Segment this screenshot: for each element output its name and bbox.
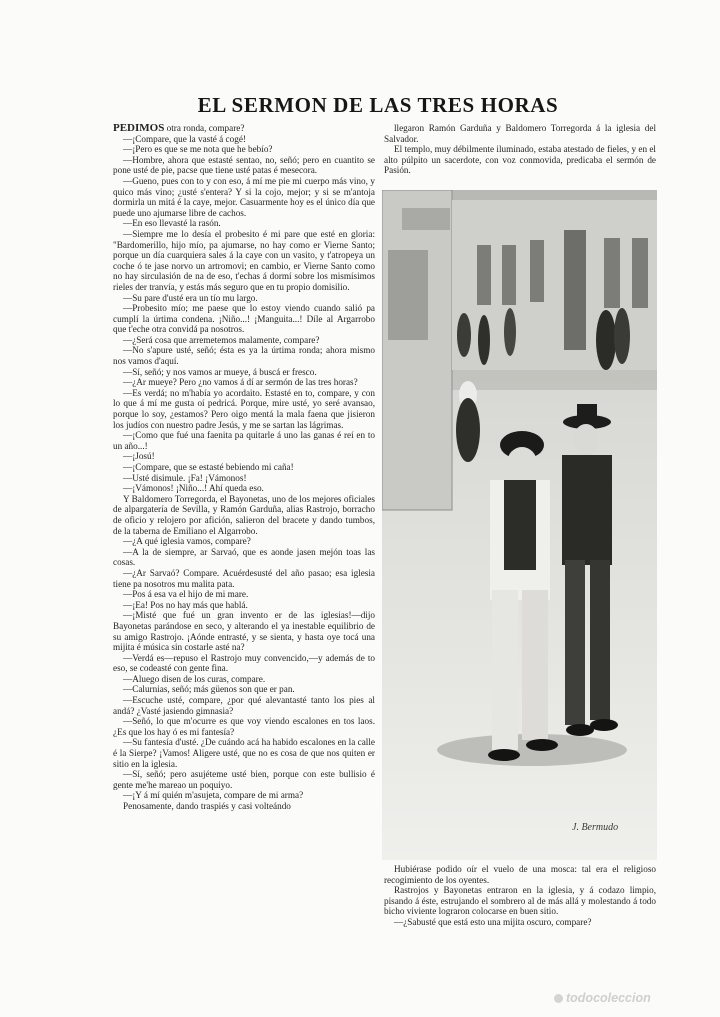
paragraph: Y Baldomero Torregorda, el Bayonetas, uno de los mejores oficiales de alpargatería de Sevilla, y Ramón Garduña, alias Rastrojo, borracho de oficio y relojero por afición, salieron del bracete y dando tumbos, de la taberna de Emiliano el Algarrobo. <box>113 493 375 536</box>
dropcap: PEDIMOS <box>113 123 165 134</box>
engraving-illustration <box>382 190 657 860</box>
paragraph: —¿Ar mueye? Pero ¿no vamos á dí ar sermón de las tres horas? <box>123 377 358 388</box>
left-text-column <box>113 123 375 981</box>
paragraph: —¿Ar Sarvaó? Compare. Acuérdesusté del año pasao; esa iglesia tiene pa nosotros mu malita pata. <box>113 567 375 589</box>
paragraph: —A la de siempre, ar Sarvaó, que es aonde jasen mejón toas las cosas. <box>113 546 375 568</box>
paragraph: —Calurnias, señó; más güenos son que er pan. <box>123 684 295 695</box>
paragraph: —Pos á esa va el hijo de mi mare. <box>123 589 249 600</box>
paragraph: —Su pare d'usté era un tío mu largo. <box>123 292 258 303</box>
paragraph: —¡Vámonos! ¡Niño...! Ahí queda eso. <box>123 483 264 494</box>
paragraph: —Verdá es—repuso el Rastrojo muy convencido,—y además de to eso, se codeasté con gente fina. <box>113 652 375 674</box>
paragraph: —¡Misté que fué un gran invento er de las iglesias!—dijo Bayonetas parándose en seco, y alterando el ya inestable equilibrio de su amigo Rastrojo. ¡Aónde entrasté, y se sienta, y hasta oye tocá una mijita é música sin costarle asté na? <box>113 610 375 653</box>
paragraph: —Sí, señó; pero asujéteme usté bien, porque con este bullisio é gente me'he mareao un poquiyo. <box>113 769 375 790</box>
paragraph: —Usté disimule. ¡Fa! ¡Vámonos! <box>123 472 247 483</box>
paragraph: —Probesito mío; me paese que lo estoy viendo cuando salió pa cumplí la úrtima condena. ¡Niño...! ¡Manguita...! Díle al Argarrobo que t'eche otra convidá pa nosotros. <box>113 303 375 335</box>
paragraph: —¡Pero es que se me nota que he bebío? <box>123 144 273 155</box>
article-title: EL SERMON DE LAS TRES HORAS <box>197 93 559 117</box>
paragraph: —¿Sabusté que está esto una mijita oscuro, compare? <box>394 916 592 927</box>
paragraph: —¡Compare, que la vasté á cogé! <box>123 133 246 144</box>
paragraph: —¡Compare, que se estasté bebiendo mi caña! <box>123 462 294 472</box>
paragraph: —¿A qué iglesia vamos, compare? <box>123 536 251 547</box>
paragraph: —Escuche usté, compare, ¿por qué alevantasté tanto los pies al andá? ¿Vasté jasiendo gimnasia? <box>113 695 375 716</box>
watermark-dot-icon <box>554 994 563 1003</box>
doorway <box>388 250 428 340</box>
paragraph: —Su fantesía d'usté. ¿De cuándo acá ha habido escalones en la calle é la Sierpe? ¡Vamos! Aligere usté, que no es cosa de que nos quiten er sitio en la iglesia. <box>113 737 375 769</box>
paragraph: —¡Josú! <box>123 451 155 462</box>
paragraph: —Siempre me lo desía el probesito é mi pare que esté en gloria: "Bardomerillo, hijo mío, pa ajumarse, no hay como er Vierne Santo; porque un día cuarquiera sales á la caye con un vasito, y t'atropeya un coche ó te jase norvo un artromovi; en cambio, er Vierne Santo como no hay sirculasión de na de eso, t'echas á dormí sobre los mismísimos rieles der tranvía, y estás más seguro que en tu propio domisilio. <box>113 228 375 292</box>
right-text-column-top <box>384 123 656 183</box>
paragraph: —¡Ea! Pos no hay más que hablá. <box>123 599 248 610</box>
paragraph: —¡Y á mí quién m'asujeta, compare de mi arma? <box>123 790 304 801</box>
watermark-text: todocoleccion <box>566 991 651 1005</box>
paragraph: —¿Será cosa que arremetemos malamente, compare? <box>123 334 320 345</box>
artist-signature: J. Bermudo <box>572 822 619 833</box>
paragraph: Penosamente, dando traspiés y casi volteándo <box>123 801 291 811</box>
right-man-jacket <box>562 455 612 565</box>
paragraph: —Hombre, ahora que estasté sentao, no, señó; pero en cuantito se pone usté de pie, pacse que tiene usté patas é mesecora. <box>113 154 375 176</box>
right-text-column-bottom <box>384 864 656 981</box>
paragraph: El templo, muy débilmente iluminado, estaba atestado de fieles, y en el alto púlpito un sacerdote, con voz conmovida, predicaba el sermón de Pasión. <box>384 144 656 176</box>
paragraph: Rastrojos y Bayonetas entraron en la iglesia, y á codazo limpio, pisando á éste, estrujando el sombrero al de más allá y molestando á todo bicho viviente lograron colocarse en buen sitio. <box>384 885 656 917</box>
left-building <box>382 190 452 510</box>
paragraph: —No s'apure usté, señó; ésta es ya la úrtima ronda; ahora mismo nos vamos d'aquí. <box>113 345 375 367</box>
paragraph: —Es verdá; no m'había yo acordaito. Estasté en to, compare, y con lo que á mí me gusta oí pedricá. Porque, mire usté, yo seré avansao, porque lo soy, ¿estamos? Pero oigo mentá la mala faena que jisieron los judíos con nuestro padre Jesús, y me se sartan las lágrimas. <box>113 387 375 430</box>
paragraph: llegaron Ramón Garduña y Baldomero Torregorda á la iglesia del Salvador. <box>384 123 656 144</box>
watermark <box>554 991 714 1011</box>
shop-sign <box>402 208 450 230</box>
paragraph: —Gueno, pues con to y con eso, á mí me pie mi cuerpo más vino, y quico más vino; ¿usté s'entera? Y si la cojo, mejor; y si se m'antoja dormirla un mitá é la caye, mejor. Casuarmente hoy es el único día que puede uno ajumarse libre de cachos. <box>113 175 375 218</box>
paragraph: —Aluego disen de los curas, compare. <box>123 673 266 684</box>
paragraph: —Señó, lo que m'ocurre es que voy viendo escalones en tos laos. ¿Es que los hay ó es mi fantesía? <box>113 716 375 737</box>
paragraph: PEDIMOS otra ronda, compare? <box>113 123 245 134</box>
paragraph: —¡Como que fué una faenita pa quitarle á uno las ganas é reí en to un año...! <box>113 430 375 451</box>
paragraph: —Sí, señó; y nos vamos ar mueye, á buscá er fresco. <box>123 366 317 377</box>
paragraph: Hubiérase podido oír el vuelo de una mosca: tal era el religioso recogimiento de los oyentes. <box>384 864 656 885</box>
paragraph: —En eso llevasté la rasón. <box>123 218 221 229</box>
